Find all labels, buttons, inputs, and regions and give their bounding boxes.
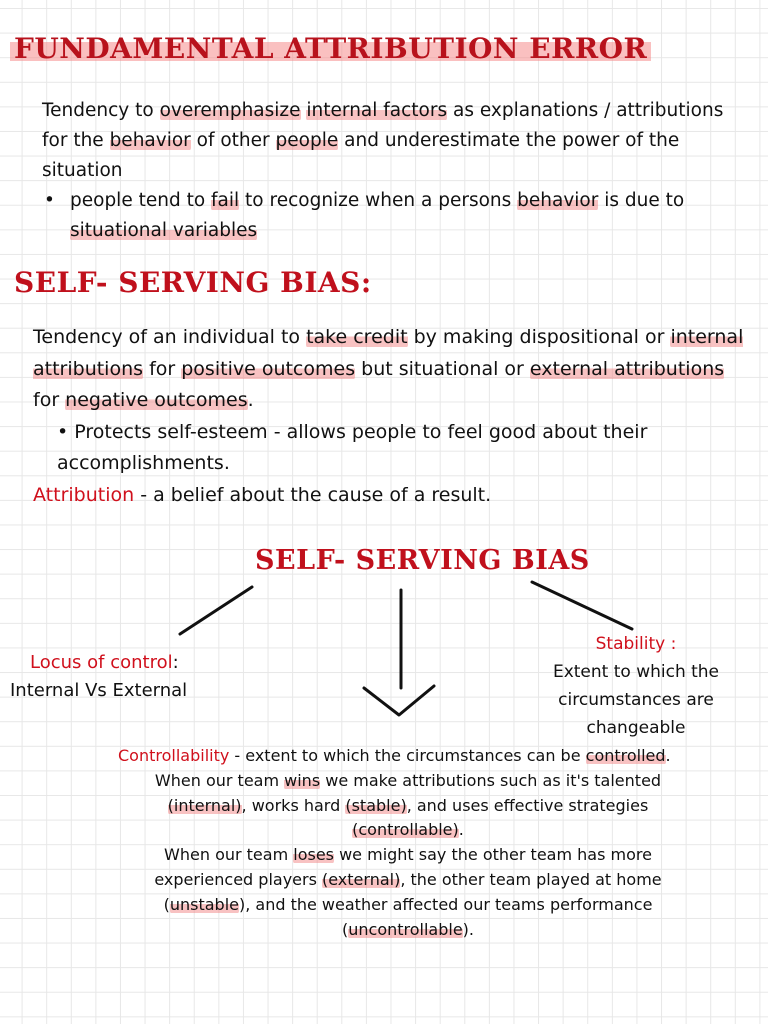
control-text: ).	[462, 919, 474, 939]
fae-highlight: people	[275, 130, 339, 151]
attribution-text: - a belief about the cause of a result.	[134, 483, 492, 506]
ssb-text: Tendency of an individual to	[33, 326, 307, 348]
ssb-text: for	[33, 389, 66, 411]
fae-text: Tendency to	[42, 100, 160, 121]
attribution-term: Attribution	[33, 483, 135, 506]
controllability-block	[118, 744, 698, 942]
fae-text: and underestimate the power of the situation	[42, 130, 680, 181]
control-highlight: (internal)	[167, 795, 242, 815]
stability	[530, 630, 742, 742]
ssb-text: by making dispositional or	[407, 326, 671, 348]
ssb-text: .	[247, 389, 254, 411]
title-self-serving-bias: SELF- SERVING BIAS:	[14, 266, 372, 299]
control-highlight: loses	[293, 845, 334, 865]
ssb-highlight: internal attributions	[33, 326, 744, 380]
control-highlight: wins	[284, 770, 321, 790]
control-text: , works hard	[241, 795, 346, 815]
locus-label-text: Locus of control	[30, 652, 173, 673]
control-text: .	[665, 746, 671, 765]
fae-text: as explanations / attributions for the	[42, 100, 724, 151]
controllability-definition	[118, 744, 698, 769]
arrow-down-head	[364, 686, 434, 715]
ssb-text: for	[143, 357, 182, 380]
locus-label	[10, 649, 260, 677]
control-text: we make attributions such as it's talented	[320, 770, 662, 790]
fae-highlight: overemphasize	[159, 100, 301, 121]
fae-text: of other	[190, 130, 276, 151]
fae-bullet-text: to recognize when a persons	[239, 190, 518, 211]
fae-bullet-text: is due to	[598, 190, 685, 211]
locus-colon: :	[172, 652, 179, 673]
fae-highlight: internal factors	[306, 100, 448, 121]
title-fundamental-attribution-error: FUNDAMENTAL ATTRIBUTION ERROR	[10, 32, 651, 65]
ssb-highlight: external attributions	[529, 357, 725, 380]
diagram-title: SELF- SERVING BIAS	[255, 545, 590, 576]
control-text: .	[458, 820, 464, 840]
fae-highlight: situational variables	[70, 220, 258, 241]
control-text: When our team	[154, 770, 285, 790]
controllability-term: Controllability	[118, 746, 230, 765]
stability-desc: Extent to which the circumstances are changeable	[552, 662, 720, 738]
control-highlight: controlled	[585, 746, 666, 765]
ssb-highlight: take credit	[306, 326, 408, 348]
control-highlight: unstable	[169, 894, 239, 914]
control-text: we might say the other team has more experienced players	[154, 845, 652, 889]
control-highlight: (controllable)	[352, 820, 459, 840]
control-text: ), and the weather affected our teams performance (	[238, 894, 653, 939]
stability-label: Stability :	[595, 634, 677, 654]
fae-highlight: fail	[211, 190, 240, 211]
ssb-text: but situational or	[355, 357, 530, 380]
locus-of-control	[10, 649, 260, 705]
protects-self-esteem: • Protects self-esteem - allows people to feel good about their accomplishments.	[57, 420, 648, 474]
control-text: - extent to which the circumstances can be	[229, 746, 586, 765]
control-text: When our team	[164, 845, 294, 865]
loses-example	[118, 843, 698, 942]
control-highlight: uncontrollable	[348, 919, 463, 939]
fae-highlight: behavior	[109, 130, 191, 151]
control-text: , and uses effective strategies	[406, 795, 649, 815]
arrow-left-line	[180, 587, 252, 634]
fae-highlight: behavior	[517, 190, 599, 211]
control-highlight: (stable)	[345, 795, 407, 815]
locus-value: Internal Vs External	[10, 680, 188, 701]
arrow-right-line	[532, 582, 632, 629]
fae-bullet-text: people tend to	[70, 190, 212, 211]
ssb-highlight: negative outcomes	[65, 389, 248, 411]
wins-example	[118, 769, 698, 843]
ssb-highlight: positive outcomes	[181, 357, 356, 380]
control-highlight: (external)	[322, 869, 401, 889]
control-text: , the other team played at home (	[163, 869, 662, 914]
